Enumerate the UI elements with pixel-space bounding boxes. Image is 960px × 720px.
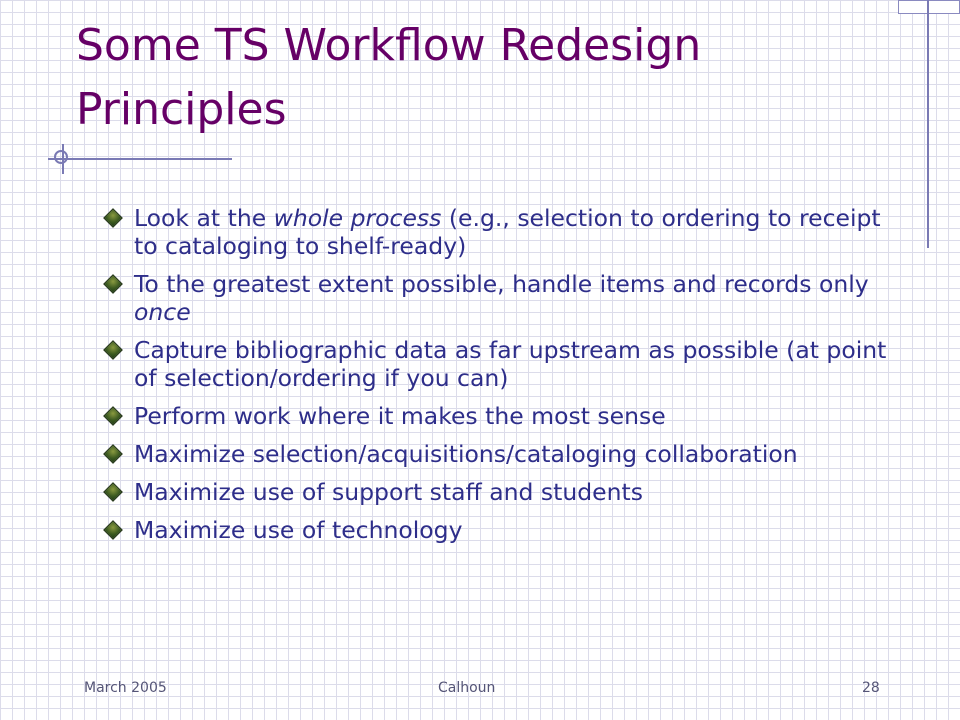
bullet-item [104,440,904,468]
diamond-bullet-icon [103,444,123,464]
page-number: 28 [862,680,880,696]
bullet-emphasis-text: once [134,298,191,326]
bullet-item [104,478,904,506]
bullet-text: Maximize use of support staff and students [134,478,643,506]
bullet-text: Look at the [134,204,274,232]
bullet-text: Capture bibliographic data as far upstream as possible (at point of selection/ordering if you can) [134,336,887,392]
diamond-bullet-icon [103,208,123,228]
title-underline-rule [48,158,232,160]
bullet-text: (e.g., selection to ordering to receipt to cataloging to shelf-ready) [134,204,881,260]
right-vertical-rule [927,0,929,248]
bullet-item [104,204,904,260]
bullet-list [104,204,904,554]
diamond-bullet-icon [103,340,123,360]
bullet-item [104,516,904,544]
bullet-item [104,270,904,326]
diamond-bullet-icon [103,482,123,502]
diamond-bullet-icon [103,274,123,294]
diamond-bullet-icon [103,520,123,540]
footer-author: Calhoun [438,680,496,696]
bullet-item [104,402,904,430]
bullet-text: Maximize selection/acquisitions/cataloging collaboration [134,440,798,468]
bullet-text: Maximize use of technology [134,516,463,544]
bullet-item [104,336,904,392]
diamond-bullet-icon [103,406,123,426]
slide-footer [0,680,960,700]
corner-decoration [898,0,960,14]
bullet-emphasis-text: whole process [273,204,442,232]
bullet-text: Perform work where it makes the most sense [134,402,666,430]
footer-date: March 2005 [84,680,167,696]
bullet-text: To the greatest extent possible, handle items and records only [134,270,869,298]
slide-title: Some TS Workflow Redesign Principles [76,20,702,135]
rule-circle-ornament [54,150,68,164]
